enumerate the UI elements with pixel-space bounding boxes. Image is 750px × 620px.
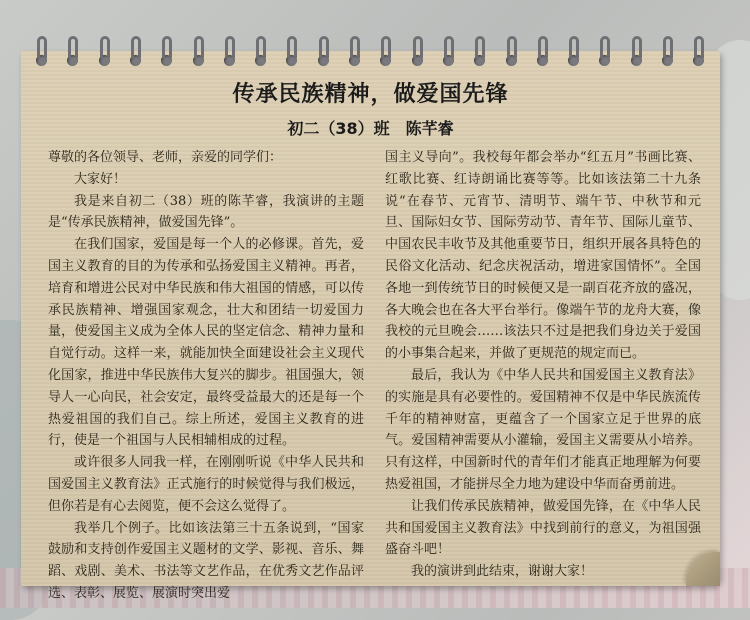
binding-ring — [600, 36, 610, 58]
left-text-column — [48, 147, 364, 605]
binding-ring — [381, 36, 391, 58]
paragraph: 大家好！ — [74, 171, 127, 187]
binding-ring — [194, 36, 204, 58]
binding-ring — [131, 36, 141, 58]
binding-ring — [162, 36, 172, 58]
paragraph: 尊敬的各位领导、老师，亲爱的同学们： — [48, 150, 283, 165]
binding-ring — [694, 36, 704, 58]
binding-ring — [507, 36, 517, 58]
binding-ring — [287, 36, 297, 58]
binding-ring — [475, 36, 485, 58]
paragraph: 或许很多人同我一样，在刚刚听说《中华人民共和国爱国主义教育法》正式施行的时候觉得与我们极远，但你若是有心去阅览，便不会这么觉得了。 — [48, 455, 364, 514]
binding-ring — [350, 36, 360, 58]
right-text-column — [385, 147, 701, 583]
spiral-binding — [21, 36, 720, 76]
binding-ring — [225, 36, 235, 58]
paragraph: 我举几个例子。比如该法第三十五条说到，“国家鼓励和支持创作爱国主义题材的文学、影视、音乐、舞蹈、戏剧、美术、书法等文艺作品，在优秀文艺作品评选、表彰、展览、展演时突出爱 — [48, 520, 364, 601]
speech-author: 初二（38）班 陈芊睿 — [287, 119, 454, 138]
paragraph: 我是来自初二（38）班的陈芊睿，我演讲的主题是“传承民族精神，做爱国先锋”。 — [48, 193, 364, 231]
paragraph: 国主义导向”。我校每年都会举办“红五月”书画比赛、红歌比赛、红诗朗诵比赛等等。比如该法第二十九条说“在春节、元宵节、清明节、端午节、中秋节和元旦、国际妇女节、国际劳动节、青年节、国际儿童节、中国农民丰收节及其他重要节日，组织开展各具特色的民俗文化活动、纪念庆祝活动，增进家国情怀”。全国各地一到传统节日的时候便又是一副百花齐放的盛况，各大晚会也在各大平台举行。像端午节的龙舟大赛，像我校的元旦晚会……该法只不过是把我们身边关于爱国的小事集合起来，并做了更规范的规定而已。 — [385, 150, 701, 362]
binding-ring — [37, 36, 47, 58]
binding-ring — [663, 36, 673, 58]
binding-ring — [413, 36, 423, 58]
paragraph: 我的演讲到此结束，谢谢大家！ — [411, 564, 594, 580]
binding-ring — [100, 36, 110, 58]
binding-ring — [569, 36, 579, 58]
paragraph: 让我们传承民族精神，做爱国先锋，在《中华人民共和国爱国主义教育法》中找到前行的意义，为祖国强盛奋斗吧！ — [385, 498, 701, 558]
paragraph: 在我们国家，爱国是每一个人的必修课。首先，爱国主义教育的目的为传承和弘扬爱国主义精神。再者，培育和增进公民对中华民族和伟大祖国的情感，可以传承民族精神、增强国家观念，壮大和团结一切爱国力量，使爱国主义成为全体人民的坚定信念、精神力量和自觉行动。这样一来，就能加快全面建设社会主义现代化国家，推进中华民族伟大复兴的脚步。祖国强大，领导人一心向民，社会安定，最终受益最大的还是每一个热爱祖国的我们自己。综上所述，爱国主义教育的进行，使是一个祖国与人民相辅相成的过程。 — [48, 237, 364, 449]
binding-ring — [632, 36, 642, 58]
binding-ring — [319, 36, 329, 58]
binding-ring — [256, 36, 266, 58]
binding-ring — [68, 36, 78, 58]
binding-ring — [538, 36, 548, 58]
binding-ring — [444, 36, 454, 58]
speech-title: 传承民族精神，做爱国先锋 — [232, 82, 509, 107]
paragraph: 最后，我认为《中华人民共和国爱国主义教育法》的实施是具有必要性的。爱国精神不仅是中华民族流传千年的精神财富，更蕴含了一个国家立足于世界的底气。爱国精神需要从小灌输，爱国主义需要从小培养。只有这样，中国新时代的青年们才能真正地理解为何要热爱祖国，才能拼尽全力地为建设中华而奋勇前进。 — [385, 367, 701, 492]
